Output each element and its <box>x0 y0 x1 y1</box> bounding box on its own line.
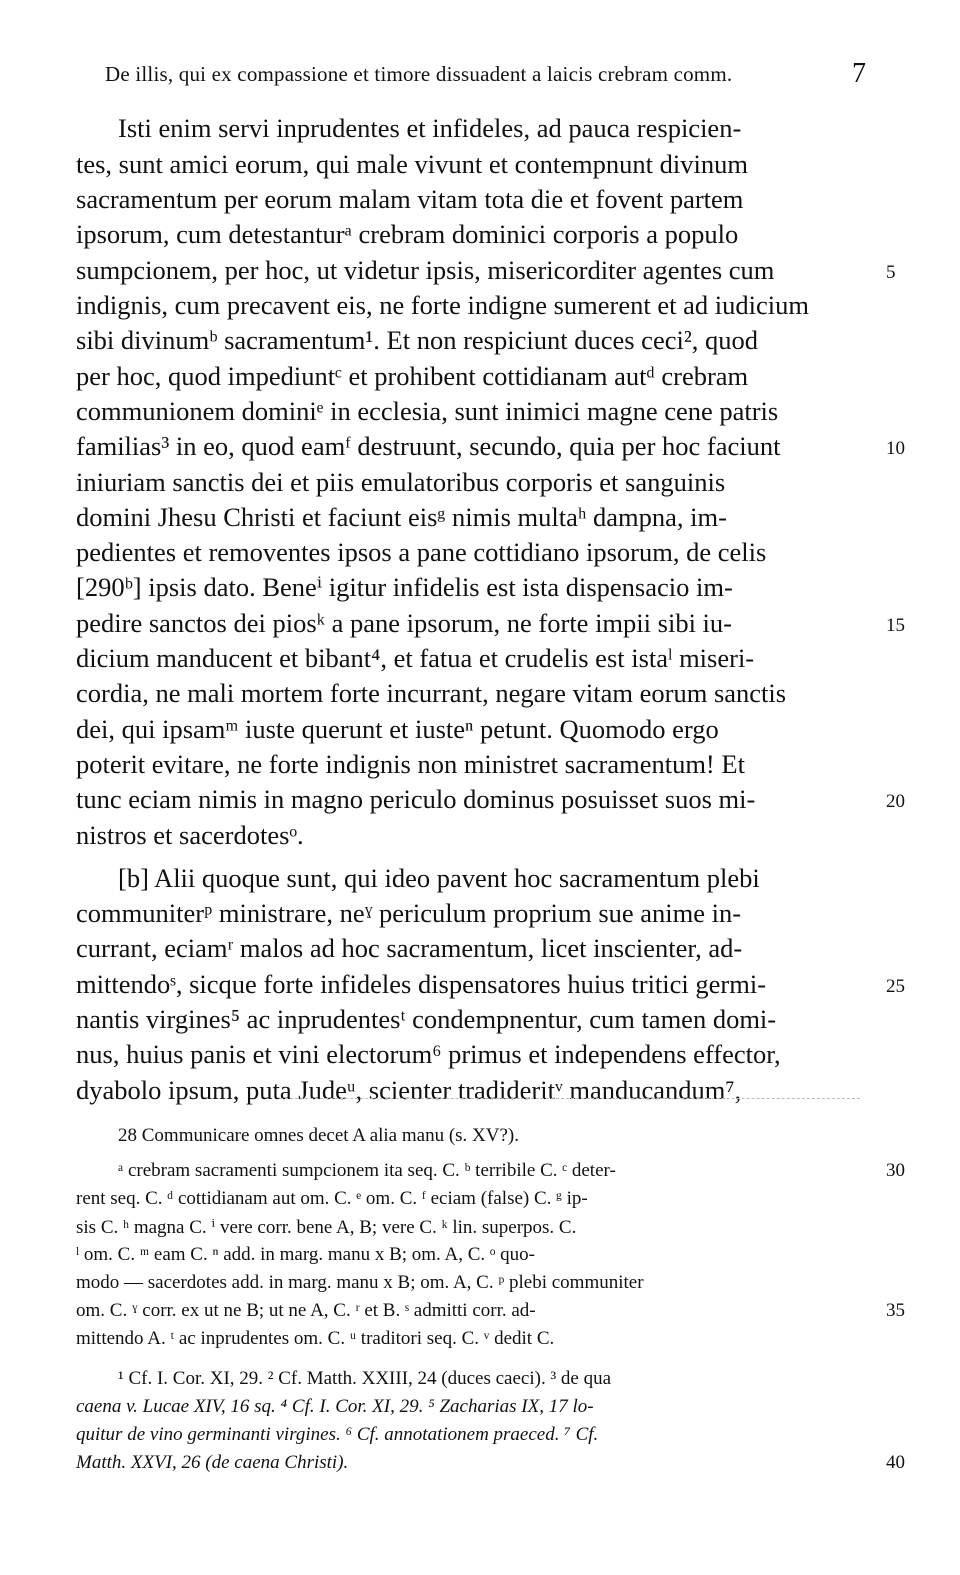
line-number: 25 <box>886 976 905 997</box>
main-text-line: tes, sunt amici eorum, qui male vivunt et contempnunt divinum <box>76 149 748 179</box>
line-number: 5 <box>886 262 896 283</box>
apparatus-line: ᵃ crebram sacramenti sumpcionem ita seq. C. ᵇ terribile C. ᶜ deter- <box>118 1160 616 1181</box>
main-text-line: sumpcionem, per hoc, ut videtur ipsis, misericorditer agentes cum <box>76 255 775 285</box>
main-text-line: mittendoˢ, sicque forte infideles dispensatores huius tritici germi- <box>76 969 767 999</box>
line-number: 40 <box>886 1452 905 1473</box>
main-text-line: Isti enim servi inprudentes et infideles, ad pauca respicien- <box>118 113 742 143</box>
main-text-line: ipsorum, cum detestanturᵃ crebram dominici corporis a populo <box>76 219 739 249</box>
main-text-line: indignis, cum precavent eis, ne forte indigne sumerent et ad iudicium <box>76 290 809 320</box>
main-text-line: dyabolo ipsum, puta Judeᵘ, scienter tradideritᵛ manducandum⁷, <box>76 1075 742 1105</box>
main-text-line: domini Jhesu Christi et faciunt eisᵍ nimis multaʰ dampna, im- <box>76 502 727 532</box>
apparatus-line: ˡ om. C. ᵐ eam C. ⁿ add. in marg. manu x B; om. A, C. ᵒ quo- <box>76 1244 535 1265</box>
apparatus-line: sis C. ʰ magna C. ⁱ vere corr. bene A, B; vere C. ᵏ lin. superpos. C. <box>76 1217 577 1238</box>
apparatus-line: om. C. ˠ corr. ex ut ne B; ut ne A, C. ʳ et B. ˢ admitti corr. ad- <box>76 1300 536 1321</box>
main-text-line: dei, qui ipsamᵐ iuste querunt et iusteⁿ petunt. Quomodo ergo <box>76 714 719 744</box>
main-text-line: nus, huius panis et vini electorum⁶ primus et independens effector, <box>76 1039 781 1069</box>
main-text-line: currant, eciamʳ malos ad hoc sacramentum, licet inscienter, ad- <box>76 933 743 963</box>
main-text-line: nistros et sacerdotesᵒ. <box>76 820 304 850</box>
main-text-line: sacramentum per eorum malam vitam tota die et fovent partem <box>76 184 744 214</box>
main-text-line: cordia, ne mali mortem forte incurrant, negare vitam eorum sanctis <box>76 678 787 708</box>
main-text-line: communionem dominiᵉ in ecclesia, sunt inimici magne cene patris <box>76 396 779 426</box>
page-number: 7 <box>852 58 866 89</box>
main-text-line: per hoc, quod impediuntᶜ et prohibent cottidianam autᵈ crebram <box>76 361 749 391</box>
apparatus-line: rent seq. C. ᵈ cottidianam aut om. C. ᵉ om. C. ᶠ eciam (false) C. ᵍ ip- <box>76 1188 588 1209</box>
main-text-line: pedire sanctos dei piosᵏ a pane ipsorum, ne forte impii sibi iu- <box>76 608 732 638</box>
separator-rule <box>280 1098 860 1099</box>
running-title: De illis, qui ex compassione et timore dissuadent a laicis crebram comm. <box>105 62 733 86</box>
main-text-line: iniuriam sanctis dei et piis emulatoribus corporis et sanguinis <box>76 467 726 497</box>
source-note-line: caena v. Lucae XIV, 16 sq. ⁴ Cf. I. Cor. XI, 29. ⁵ Zacharias IX, 17 lo- <box>76 1396 594 1417</box>
line-number: 35 <box>886 1300 905 1321</box>
main-text-line: poterit evitare, ne forte indignis non ministret sacramentum! Et <box>76 749 745 779</box>
line-number: 10 <box>886 438 905 459</box>
line-number: 30 <box>886 1160 905 1181</box>
main-text-line: familias³ in eo, quod eamᶠ destruunt, secundo, quia per hoc faciunt <box>76 431 781 461</box>
source-note-line: ¹ Cf. I. Cor. XI, 29. ² Cf. Matth. XXIII, 24 (duces caeci). ³ de qua <box>118 1368 612 1389</box>
source-note-line: quitur de vino germinanti virgines. ⁶ Cf. annotationem praeced. ⁷ Cf. <box>76 1424 599 1445</box>
main-text-line: pedientes et removentes ipsos a pane cottidiano ipsorum, de celis <box>76 537 767 567</box>
main-text-line: sibi divinumᵇ sacramentum¹. Et non respiciunt duces ceci², quod <box>76 325 759 355</box>
variant-note: 28 Communicare omnes decet A alia manu (s. XV?). <box>118 1125 520 1146</box>
apparatus-line: mittendo A. ᵗ ac inprudentes om. C. ᵘ traditori seq. C. ᵛ dedit C. <box>76 1328 555 1349</box>
line-number: 15 <box>886 615 905 636</box>
main-text-line: nantis virgines⁵ ac inprudentesᵗ condempnentur, cum tamen domi- <box>76 1004 777 1034</box>
source-note-line: Matth. XXVI, 26 (de caena Christi). <box>76 1452 349 1473</box>
apparatus-line: modo — sacerdotes add. in marg. manu x B; om. A, C. ᵖ plebi communiter <box>76 1272 644 1293</box>
main-text-line: [b] Alii quoque sunt, qui ideo pavent hoc sacramentum plebi <box>118 863 760 893</box>
main-text-line: dicium manducent et bibant⁴, et fatua et crudelis est istaˡ miseri- <box>76 643 755 673</box>
main-text-line: communiterᵖ ministrare, neˠ periculum proprium sue anime in- <box>76 898 742 928</box>
main-text-line: tunc eciam nimis in magno periculo dominus posuisset suos mi- <box>76 784 756 814</box>
line-number: 20 <box>886 791 905 812</box>
main-text-line: [290ᵇ] ipsis dato. Beneⁱ igitur infidelis est ista dispensacio im- <box>76 572 733 602</box>
